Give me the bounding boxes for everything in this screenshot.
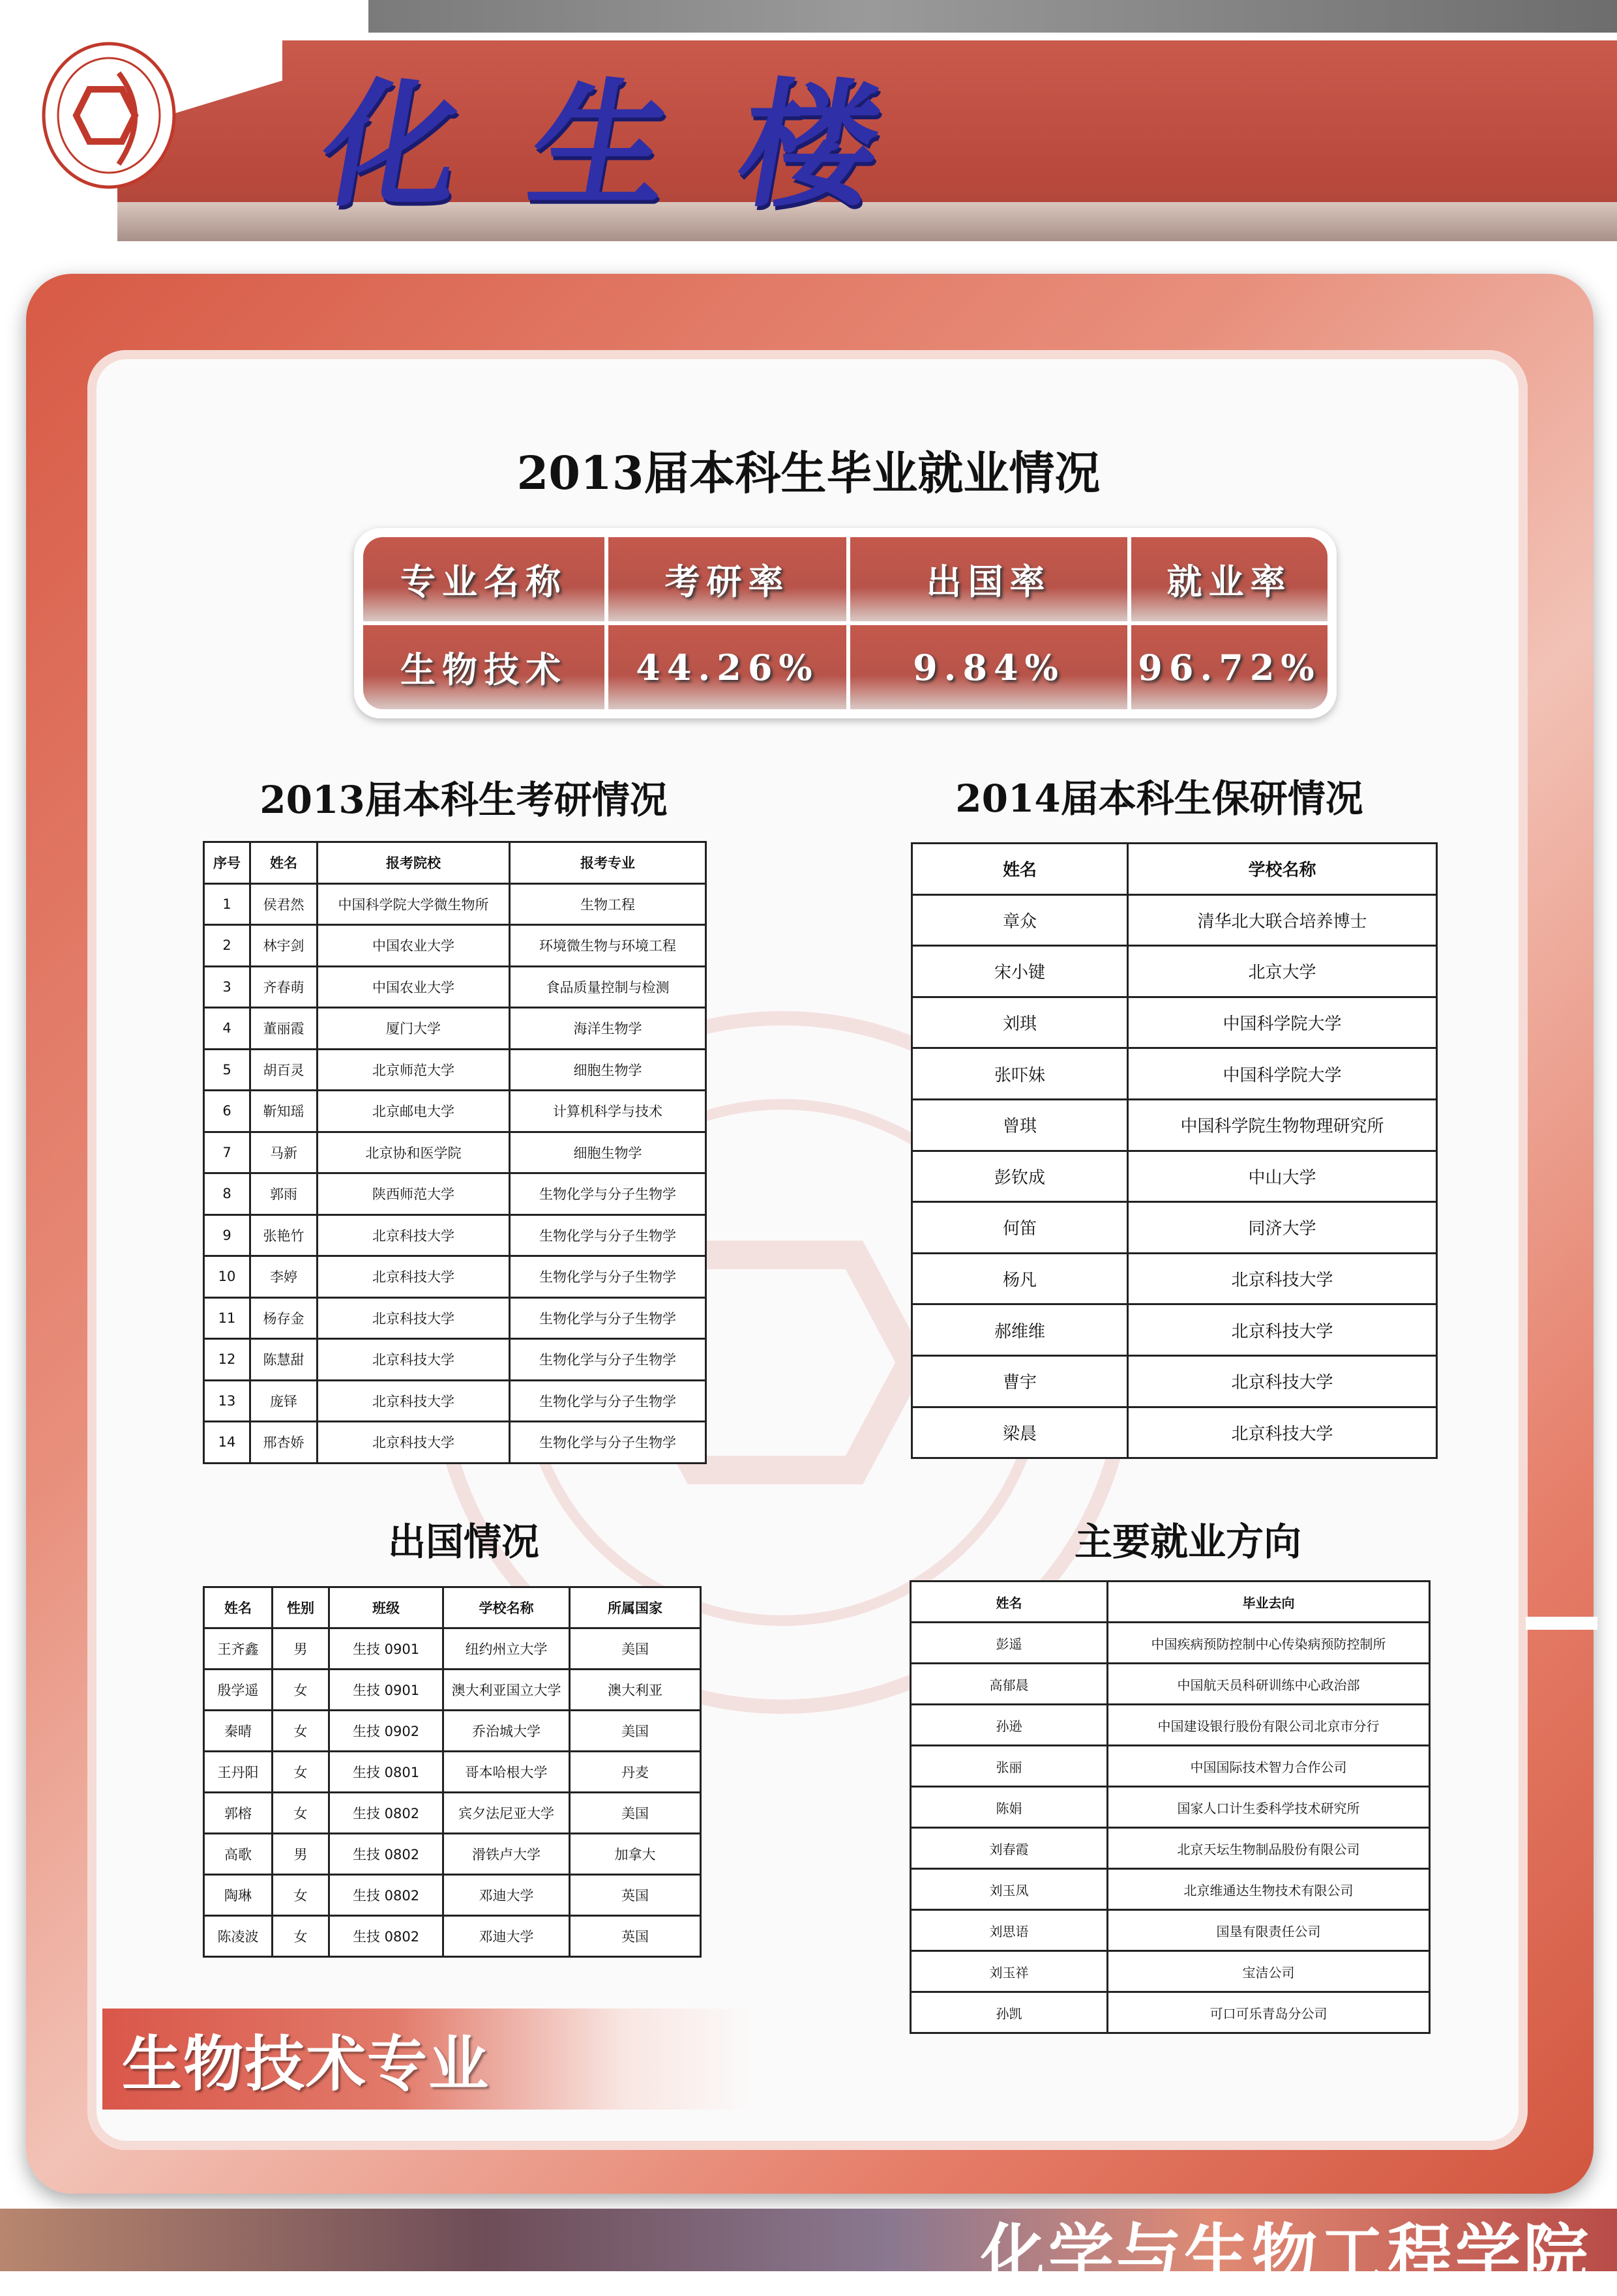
table-cell: 细胞生物学 — [510, 1132, 706, 1173]
table-cell: 计算机科学与技术 — [510, 1091, 706, 1132]
table-cell: 陈凌波 — [204, 1916, 273, 1957]
table-cell: 梁晨 — [912, 1407, 1128, 1458]
table-row — [911, 1623, 1430, 1664]
table-cell: 中国科学院大学 — [1128, 1048, 1437, 1100]
table-cell: 11 — [204, 1297, 250, 1339]
table-cell: 刘思语 — [911, 1910, 1108, 1951]
table-cell: 生技 0802 — [329, 1916, 443, 1957]
table-cell: 美国 — [570, 1711, 701, 1752]
table-row — [911, 1705, 1430, 1746]
table-cell: 国家人口计生委科学技术研究所 — [1108, 1787, 1430, 1828]
table-cell: 邓迪大学 — [443, 1916, 570, 1957]
table-cell: 齐春萌 — [250, 966, 318, 1008]
column-header: 序号 — [204, 842, 250, 884]
table-cell: 北京科技大学 — [318, 1256, 510, 1298]
table-row — [204, 1091, 706, 1132]
table-row — [204, 1297, 706, 1339]
kaoyan-table — [203, 841, 707, 1464]
table-cell: 同济大学 — [1128, 1202, 1437, 1254]
table-cell: 12 — [204, 1339, 250, 1381]
table-cell: 彭遥 — [911, 1623, 1108, 1664]
table-cell: 丹麦 — [570, 1752, 701, 1793]
table-cell: 庞铎 — [250, 1380, 318, 1422]
table-cell: 殷学遥 — [204, 1670, 273, 1711]
abroad-title: 出国情况 — [387, 1520, 539, 1564]
table-cell: 何笛 — [912, 1202, 1128, 1254]
table-cell: 邢杏娇 — [250, 1422, 318, 1464]
table-cell: 北京科技大学 — [1128, 1355, 1437, 1407]
table-cell: 男 — [273, 1834, 329, 1875]
table-row — [204, 1834, 701, 1875]
table-cell: 宋小键 — [912, 946, 1128, 997]
table-cell: 美国 — [570, 1793, 701, 1834]
table-cell: 英国 — [570, 1875, 701, 1916]
header-grey-strip — [368, 0, 1617, 33]
table-cell: 生技 0901 — [329, 1670, 443, 1711]
stats-value-cell: 9.84% — [850, 625, 1127, 709]
table-row — [204, 1049, 706, 1091]
table-cell: 女 — [273, 1916, 329, 1957]
table-cell: 1 — [204, 883, 250, 925]
page-title: 2013届本科生毕业就业情况 — [516, 446, 1101, 500]
table-row — [911, 1664, 1430, 1705]
table-cell: 宾夕法尼亚大学 — [443, 1793, 570, 1834]
major-banner-text: 生物技术专业 — [122, 2029, 490, 2099]
table-cell: 女 — [273, 1875, 329, 1916]
table-cell: 北京科技大学 — [318, 1214, 510, 1256]
table-cell: 陕西师范大学 — [318, 1173, 510, 1215]
table-cell: 6 — [204, 1091, 250, 1132]
jobs-title: 主要就业方向 — [1074, 1520, 1301, 1564]
table-cell: 北京科技大学 — [1128, 1407, 1437, 1458]
table-cell: 北京邮电大学 — [318, 1091, 510, 1132]
table-cell: 北京师范大学 — [318, 1049, 510, 1091]
table-row — [204, 1008, 706, 1050]
table-cell: 加拿大 — [570, 1834, 701, 1875]
kaoyan-title: 2013届本科生考研情况 — [260, 778, 668, 822]
school-logo-icon — [40, 40, 177, 190]
table-row — [912, 1355, 1437, 1407]
table-cell: 10 — [204, 1256, 250, 1298]
table-cell: 北京科技大学 — [1128, 1253, 1437, 1304]
table-row — [204, 1793, 701, 1834]
table-cell: 王丹阳 — [204, 1752, 273, 1793]
table-cell: 滑铁卢大学 — [443, 1834, 570, 1875]
table-cell: 中国科学院大学 — [1128, 997, 1437, 1048]
table-row — [911, 1992, 1430, 2033]
column-header: 报考院校 — [318, 842, 510, 884]
table-cell: 郭榕 — [204, 1793, 273, 1834]
building-sign: 化生楼 — [310, 65, 964, 226]
column-header: 姓名 — [204, 1587, 273, 1628]
table-cell: 董丽霞 — [250, 1008, 318, 1050]
table-cell: 张丽 — [911, 1746, 1108, 1787]
table-cell: 美国 — [570, 1628, 701, 1670]
table-cell: 男 — [273, 1628, 329, 1670]
table-row — [204, 1670, 701, 1711]
table-cell: 北京维通达生物技术有限公司 — [1108, 1869, 1430, 1910]
table-cell: 环境微生物与环境工程 — [510, 925, 706, 967]
table-cell: 13 — [204, 1380, 250, 1422]
table-cell: 杨凡 — [912, 1253, 1128, 1304]
table-row — [204, 1916, 701, 1957]
table-row — [911, 1746, 1430, 1787]
table-cell: 中国建设银行股份有限公司北京市分行 — [1108, 1705, 1430, 1746]
stats-table — [354, 528, 1337, 718]
table-cell: 刘玉凤 — [911, 1869, 1108, 1910]
footer-strip — [0, 2209, 1617, 2293]
table-row — [912, 1304, 1437, 1356]
table-cell: 北京科技大学 — [318, 1339, 510, 1381]
table-cell: 海洋生物学 — [510, 1008, 706, 1050]
table-row — [204, 925, 706, 967]
table-cell: 彭钦成 — [912, 1151, 1128, 1202]
table-row — [912, 1151, 1437, 1202]
table-cell: 侯君然 — [250, 883, 318, 925]
table-cell: 林宇剑 — [250, 925, 318, 967]
table-cell: 乔治城大学 — [443, 1711, 570, 1752]
table-cell: 孙逊 — [911, 1705, 1108, 1746]
table-cell: 杨存金 — [250, 1297, 318, 1339]
table-row — [912, 894, 1437, 946]
decorative-stripe — [1526, 1617, 1597, 1630]
column-header: 学校名称 — [443, 1587, 570, 1628]
table-row — [204, 1422, 706, 1464]
table-row — [204, 1339, 706, 1381]
table-cell: 生物化学与分子生物学 — [510, 1256, 706, 1298]
table-cell: 澳大利亚国立大学 — [443, 1670, 570, 1711]
table-row — [204, 1256, 706, 1298]
stats-value-cell: 96.72% — [1131, 625, 1328, 709]
table-cell: 中国国际技术智力合作公司 — [1108, 1746, 1430, 1787]
table-row — [204, 1132, 706, 1173]
table-cell: 北京科技大学 — [318, 1422, 510, 1464]
table-cell: 14 — [204, 1422, 250, 1464]
table-cell: 女 — [273, 1752, 329, 1793]
table-row — [912, 1202, 1437, 1254]
table-cell: 北京科技大学 — [318, 1380, 510, 1422]
stats-value-cell: 44.26% — [608, 625, 846, 709]
table-cell: 中国农业大学 — [318, 966, 510, 1008]
stats-header-cell: 专业名称 — [363, 537, 604, 621]
table-header-row — [204, 842, 706, 884]
table-cell: 生物化学与分子生物学 — [510, 1214, 706, 1256]
table-header-row — [912, 844, 1437, 895]
table-cell: 女 — [273, 1670, 329, 1711]
table-cell: 4 — [204, 1008, 250, 1050]
table-row — [911, 1787, 1430, 1828]
table-row — [912, 1407, 1437, 1458]
column-header: 姓名 — [912, 844, 1128, 895]
table-cell: 中国航天员科研训练中心政治部 — [1108, 1664, 1430, 1705]
table-cell: 北京大学 — [1128, 946, 1437, 997]
table-cell: 王齐鑫 — [204, 1628, 273, 1670]
table-cell: 生物化学与分子生物学 — [510, 1173, 706, 1215]
table-cell: 胡百灵 — [250, 1049, 318, 1091]
table-cell: 生物化学与分子生物学 — [510, 1380, 706, 1422]
table-cell: 北京协和医学院 — [318, 1132, 510, 1173]
column-header: 毕业去向 — [1108, 1582, 1430, 1623]
table-row — [912, 1253, 1437, 1304]
table-cell: 靳知瑶 — [250, 1091, 318, 1132]
table-row — [911, 1828, 1430, 1869]
table-cell: 中国科学院大学微生物所 — [318, 883, 510, 925]
table-cell: 张艳竹 — [250, 1214, 318, 1256]
table-cell: 2 — [204, 925, 250, 967]
table-row — [912, 997, 1437, 1048]
table-cell: 7 — [204, 1132, 250, 1173]
table-cell: 曹宇 — [912, 1355, 1128, 1407]
table-cell: 女 — [273, 1793, 329, 1834]
table-cell: 孙凯 — [911, 1992, 1108, 2033]
table-cell: 陈慧甜 — [250, 1339, 318, 1381]
table-row — [204, 1711, 701, 1752]
baoyan-title: 2014届本科生保研情况 — [955, 776, 1363, 821]
table-row — [204, 883, 706, 925]
table-cell: 宝洁公司 — [1108, 1951, 1430, 1992]
table-cell: 北京科技大学 — [1128, 1304, 1437, 1356]
table-cell: 高郁晨 — [911, 1664, 1108, 1705]
table-cell: 邓迪大学 — [443, 1875, 570, 1916]
abroad-table — [203, 1586, 702, 1958]
table-row — [204, 1214, 706, 1256]
table-cell: 3 — [204, 966, 250, 1008]
table-cell: 食品质量控制与检测 — [510, 966, 706, 1008]
table-cell: 生物化学与分子生物学 — [510, 1339, 706, 1381]
table-row — [204, 966, 706, 1008]
jobs-table — [910, 1580, 1431, 2034]
table-cell: 国垦有限责任公司 — [1108, 1910, 1430, 1951]
table-cell: 生技 0801 — [329, 1752, 443, 1793]
footer-school-name: 化学与生物工程学院 — [981, 2216, 1591, 2293]
table-cell: 郭雨 — [250, 1173, 318, 1215]
column-header: 姓名 — [911, 1582, 1108, 1623]
baoyan-table — [911, 842, 1438, 1459]
table-cell: 刘玉祥 — [911, 1951, 1108, 1992]
table-cell: 厦门大学 — [318, 1008, 510, 1050]
header-photo — [0, 0, 1617, 241]
table-cell: 陈娟 — [911, 1787, 1108, 1828]
table-row — [912, 1099, 1437, 1151]
table-row — [204, 1752, 701, 1793]
stats-header-cell: 考研率 — [608, 537, 846, 621]
column-header: 性别 — [273, 1587, 329, 1628]
table-cell: 生技 0802 — [329, 1793, 443, 1834]
table-cell: 郝维维 — [912, 1304, 1128, 1356]
table-cell: 刘春霞 — [911, 1828, 1108, 1869]
table-cell: 高歌 — [204, 1834, 273, 1875]
column-header: 学校名称 — [1128, 844, 1437, 895]
table-header-row — [911, 1582, 1430, 1623]
table-cell: 生物化学与分子生物学 — [510, 1422, 706, 1464]
table-cell: 纽约州立大学 — [443, 1628, 570, 1670]
table-row — [911, 1951, 1430, 1992]
table-cell: 澳大利亚 — [570, 1670, 701, 1711]
column-header: 所属国家 — [570, 1587, 701, 1628]
table-cell: 8 — [204, 1173, 250, 1215]
major-banner — [102, 2009, 754, 2110]
table-header-row — [204, 1587, 701, 1628]
table-cell: 生技 0902 — [329, 1711, 443, 1752]
column-header: 报考专业 — [510, 842, 706, 884]
table-cell: 北京科技大学 — [318, 1297, 510, 1339]
table-row — [204, 1380, 706, 1422]
table-cell: 秦晴 — [204, 1711, 273, 1752]
table-cell: 清华北大联合培养博士 — [1128, 894, 1437, 946]
table-cell: 生技 0901 — [329, 1628, 443, 1670]
table-cell: 细胞生物学 — [510, 1049, 706, 1091]
table-cell: 中山大学 — [1128, 1151, 1437, 1202]
table-cell: 英国 — [570, 1916, 701, 1957]
table-cell: 中国科学院生物物理研究所 — [1128, 1099, 1437, 1151]
table-cell: 5 — [204, 1049, 250, 1091]
table-row — [912, 946, 1437, 997]
column-header: 姓名 — [250, 842, 318, 884]
table-cell: 生技 0802 — [329, 1834, 443, 1875]
table-cell: 女 — [273, 1711, 329, 1752]
table-cell: 李婷 — [250, 1256, 318, 1298]
table-cell: 章众 — [912, 894, 1128, 946]
stats-value-cell: 生物技术 — [363, 625, 604, 709]
table-cell: 陶琳 — [204, 1875, 273, 1916]
table-cell: 北京天坛生物制品股份有限公司 — [1108, 1828, 1430, 1869]
table-cell: 马新 — [250, 1132, 318, 1173]
table-cell: 中国农业大学 — [318, 925, 510, 967]
stats-header-cell: 出国率 — [850, 537, 1127, 621]
table-cell: 曾琪 — [912, 1099, 1128, 1151]
table-cell: 中国疾病预防控制中心传染病预防控制所 — [1108, 1623, 1430, 1664]
table-cell: 哥本哈根大学 — [443, 1752, 570, 1793]
table-row — [204, 1173, 706, 1215]
table-cell: 张吓妹 — [912, 1048, 1128, 1100]
table-row — [911, 1910, 1430, 1951]
table-row — [204, 1628, 701, 1670]
table-cell: 生技 0802 — [329, 1875, 443, 1916]
table-cell: 9 — [204, 1214, 250, 1256]
table-row — [911, 1869, 1430, 1910]
table-cell: 生物工程 — [510, 883, 706, 925]
table-cell: 刘琪 — [912, 997, 1128, 1048]
table-row — [912, 1048, 1437, 1100]
table-cell: 可口可乐青岛分公司 — [1108, 1992, 1430, 2033]
column-header: 班级 — [329, 1587, 443, 1628]
table-row — [204, 1875, 701, 1916]
table-cell: 生物化学与分子生物学 — [510, 1297, 706, 1339]
stats-header-cell: 就业率 — [1131, 537, 1328, 621]
